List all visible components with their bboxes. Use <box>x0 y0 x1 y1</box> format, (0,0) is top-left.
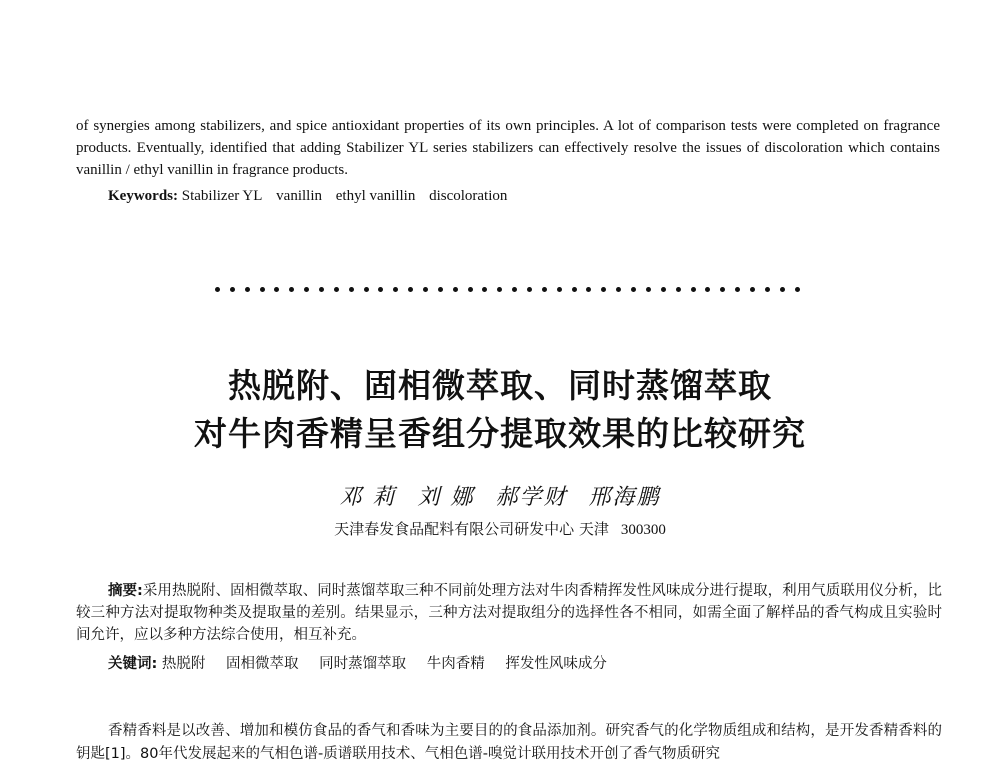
body-paragraph: 香精香料是以改善、增加和模仿食品的香气和香味为主要目的的食品添加剂。研究香气的化学物质组成和结构，是开发香精香料的钥匙[1]。80年代发展起来的气相色谱-质谱联用技术、气相色谱-嗅觉计联用技术开创了香气物质研究 <box>76 723 942 762</box>
affiliation <box>0 518 1000 539</box>
chinese-abstract <box>76 580 942 646</box>
english-keyword: vanillin <box>276 188 322 204</box>
english-keywords-label: Keywords: <box>108 188 178 204</box>
chinese-keyword: 挥发性风味成分 <box>505 656 607 672</box>
chinese-keywords <box>108 653 623 675</box>
chinese-abstract-text: 采用热脱附、固相微萃取、同时蒸馏萃取三种不同前处理方法对牛肉香精挥发性风味成分进行提取，利用气质联用仪分析，比较三种方法对提取物种类及提取量的差别。结果显示，三种方法对提取组分的选择性各不相同，如需全面了解样品的香气构成且实验时间允许，应以多种方法综合使用，相互补充。 <box>76 583 942 643</box>
chinese-keyword: 热脱附 <box>161 656 206 672</box>
english-keyword: discoloration <box>429 188 508 204</box>
body-text <box>76 720 942 766</box>
english-abstract-text: of synergies among stabilizers, and spice antioxidant properties of its own principles. A lot of comparison tests were completed on fragrance products. Eventually, identified that adding Stabilizer YL series stabilizers can effectively resolve the issues of discoloration which contains vanillin / ethyl vanillin in fragrance products. <box>76 118 940 178</box>
author-name: 刘 娜 <box>417 485 475 510</box>
dotted-separator <box>215 282 800 296</box>
author-list <box>0 480 1000 511</box>
article-title-line2: 对牛肉香精呈香组分提取效果的比较研究 <box>194 414 806 453</box>
author-name: 邓 莉 <box>339 485 397 510</box>
english-abstract <box>76 115 940 181</box>
chinese-abstract-label: 摘要: <box>108 583 143 599</box>
english-keyword: ethyl vanillin <box>335 188 416 204</box>
author-name: 邢海鹏 <box>588 485 661 510</box>
affiliation-text: 天津春发食品配料有限公司研发中心 天津 <box>334 520 609 538</box>
postcode: 300300 <box>620 522 666 538</box>
author-name: 郝学财 <box>495 485 568 510</box>
chinese-keyword: 牛肉香精 <box>426 656 485 672</box>
chinese-keyword: 固相微萃取 <box>226 656 299 672</box>
english-keywords <box>108 185 517 207</box>
english-keyword: Stabilizer YL <box>181 188 263 204</box>
chinese-keywords-label: 关键词: <box>108 656 158 672</box>
chinese-keyword: 同时蒸馏萃取 <box>319 656 407 672</box>
article-title-line1: 热脱附、固相微萃取、同时蒸馏萃取 <box>228 366 772 405</box>
